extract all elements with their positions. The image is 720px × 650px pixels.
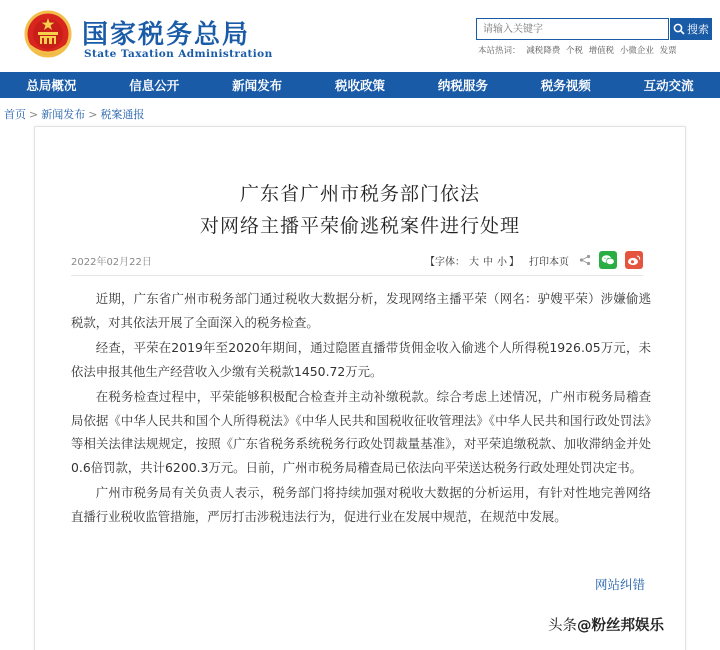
nav-item-video[interactable]: 税务视频: [540, 78, 591, 93]
nav-item-news[interactable]: 新闻发布: [232, 78, 283, 93]
site-title[interactable]: 国家税务总局: [82, 20, 251, 50]
nav-item-taxpayer-service[interactable]: 纳税服务: [437, 78, 488, 93]
hot-keywords-label: 本站热词：: [478, 46, 521, 56]
article-card: [34, 126, 686, 650]
search-input[interactable]: [476, 18, 669, 40]
article-paragraph: 在税务检查过程中，平荣能够积极配合检查并主动补缴税款。综合考虑上述情况，广州市税务局稽查局依据《中华人民共和国个人所得税法》《中华人民共和国税收征收管理法》《中华人民共和国行政处罚法》等相关法律法规规定，按照《广东省税务系统税务行政处罚裁量基准》，对平荣追缴税款、加收滞纳金并处0.6倍罚款，共计6200.3万元。日前，广州市税务局稽查局已依法向平荣送达税务行政处理处罚决定书。: [71, 389, 651, 475]
breadcrumb: [4, 106, 144, 122]
article-meta: [71, 251, 643, 269]
breadcrumb-separator: >: [29, 108, 39, 121]
nav-item-interaction[interactable]: 互动交流: [643, 78, 694, 93]
nav-item-tax-policy[interactable]: 税收政策: [335, 78, 386, 93]
nav-item-overview[interactable]: 总局概况: [26, 78, 77, 93]
hot-keyword-item[interactable]: 个税: [565, 46, 583, 56]
publish-date: 2022年02月22日: [71, 257, 152, 268]
hot-keyword-item[interactable]: 小微企业: [619, 46, 654, 56]
article-paragraph: 近期，广东省广州市税务部门通过税收大数据分析，发现网络主播平荣（网名：驴嫂平荣）涉嫌偷逃税款，对其依法开展了全面深入的税务检查。: [71, 291, 651, 330]
hot-keywords: [478, 44, 680, 56]
article-paragraph: 广州市税务局有关负责人表示，税务部门将持续加强对税收大数据的分析运用，有针对性地完善网络直播行业税收监管措施，严厉打击涉税违法行为，促进行业在发展中规范，在规范中发展。: [71, 485, 651, 524]
article-body: [71, 287, 651, 530]
national-emblem-icon: [24, 10, 72, 58]
main-nav: [0, 72, 720, 98]
site-title-english: State Taxation Administration: [84, 48, 273, 60]
article-title-line-2: 对网络主播平荣偷逃税案件进行处理: [199, 215, 520, 237]
article-title-line-1: 广东省广州市税务部门依法: [239, 183, 480, 205]
site-header: [0, 0, 720, 72]
article-tools: [425, 251, 643, 269]
breadcrumb-separator: >: [88, 108, 98, 121]
breadcrumb-tax-cases[interactable]: 税案通报: [100, 108, 145, 121]
font-size-close: 】: [509, 256, 519, 268]
search-button[interactable]: [670, 18, 712, 40]
print-page-link[interactable]: 打印本页: [529, 256, 569, 268]
share-icon[interactable]: [579, 254, 591, 266]
breadcrumb-home[interactable]: 首页: [4, 108, 26, 121]
wechat-share-button[interactable]: [599, 251, 617, 269]
watermark-prefix: 头条: [548, 618, 577, 634]
article-paragraph: 经查，平荣在2019年至2020年期间，通过隐匿直播带货佣金收入偷逃个人所得税1926.05万元，未依法申报其他生产经营收入少缴有关税款1450.72万元。: [71, 340, 651, 379]
search-icon: [673, 23, 685, 35]
watermark-handle: @粉丝邦娱乐: [577, 618, 664, 634]
hot-keyword-item[interactable]: 增值税: [588, 46, 615, 56]
font-size-label: 【字体：: [425, 256, 465, 268]
font-size-large[interactable]: 大: [469, 256, 479, 268]
breadcrumb-news[interactable]: 新闻发布: [41, 108, 86, 121]
hot-keyword-item[interactable]: 减税降费: [526, 46, 561, 56]
font-size-small[interactable]: 小: [497, 256, 507, 268]
nav-item-info-disclosure[interactable]: 信息公开: [129, 78, 180, 93]
weibo-share-button[interactable]: [625, 251, 643, 269]
search-button-label: 搜索: [687, 23, 709, 36]
title-divider: [71, 275, 643, 276]
source-watermark: [548, 614, 664, 635]
wechat-icon: [601, 254, 615, 266]
weibo-icon: [627, 254, 641, 266]
font-size-medium[interactable]: 中: [483, 256, 493, 268]
site-correction-link[interactable]: 网站纠错: [594, 577, 645, 592]
hot-keyword-item[interactable]: 发票: [659, 46, 677, 56]
